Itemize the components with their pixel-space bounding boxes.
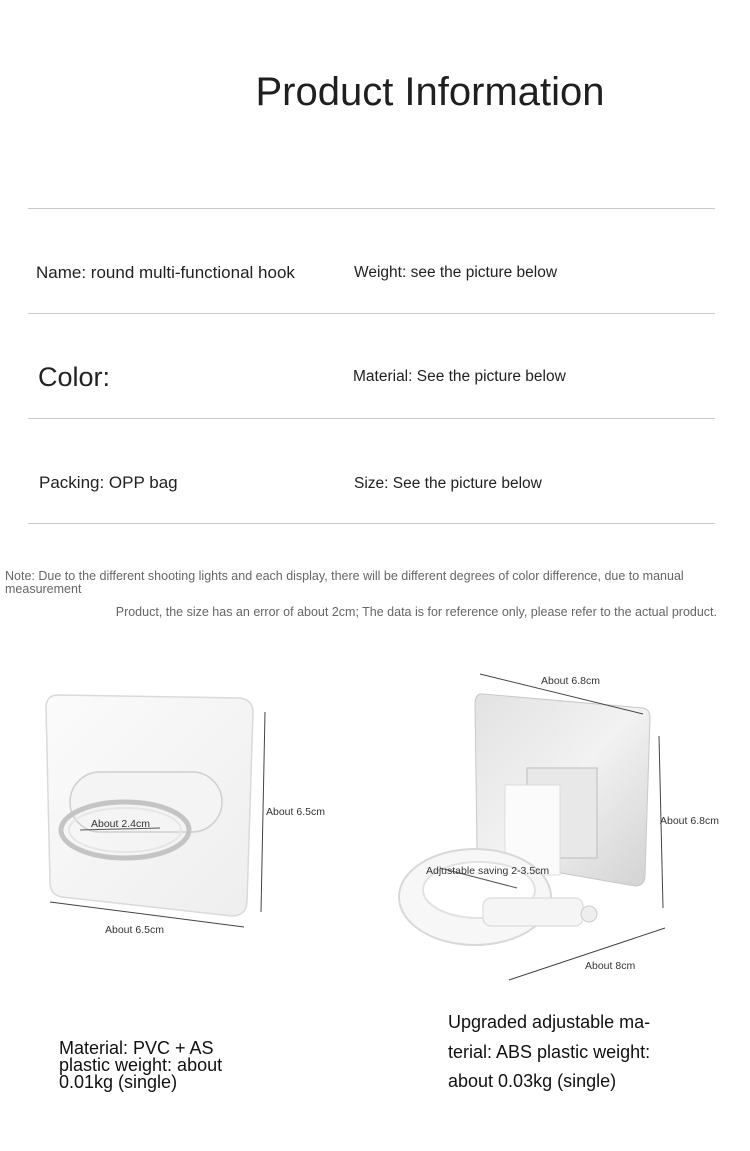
dimension-top-label: About 6.8cm [541,675,600,687]
spec-size: Size: See the picture below [354,475,542,492]
note-text-continued: Product, the size has an error of about 2cm; The data is for reference only, please refer to the actual product. [115,605,717,619]
caption-line: terial: ABS plastic weight: [448,1041,651,1062]
spec-color: Color: [38,362,111,392]
spec-name: Name: round multi-functional hook [36,263,295,282]
adjustable-hook-image [375,660,750,1000]
caption-line: 0.01kg (single) [59,1072,178,1092]
dimension-height-label: About 6.5cm [266,806,325,818]
table-divider [28,313,715,314]
spec-packing: Packing: OPP bag [39,473,178,492]
dimension-bottom-label: About 8cm [585,960,636,972]
note-text: Note: Due to the different shooting lights and each display, there will be different degrees of color difference, due to manual measurement [5,569,684,596]
table-divider [28,523,715,524]
round-hook-transparent-image [0,640,375,1000]
caption-line: about 0.03kg (single) [448,1071,617,1091]
dimension-width-label: About 6.5cm [105,924,164,936]
caption-line: Material: PVC + AS [59,1038,214,1058]
table-divider [28,418,715,419]
left-product-caption [59,1040,222,1091]
spec-material: Material: See the picture below [353,368,566,385]
dimension-side-label: About 6.8cm [660,815,719,827]
table-divider [28,208,715,209]
caption-line: plastic weight: about [59,1055,223,1075]
caption-line: Upgraded adjustable ma- [448,1012,651,1032]
spec-weight: Weight: see the picture below [354,264,558,281]
right-product-caption [448,1008,650,1097]
dimension-ring-label: About 2.4cm [91,818,150,830]
dimension-ring-adjust-label: Adjustable saving 2-3.5cm [426,865,550,877]
page-title: Product Information [255,70,605,114]
